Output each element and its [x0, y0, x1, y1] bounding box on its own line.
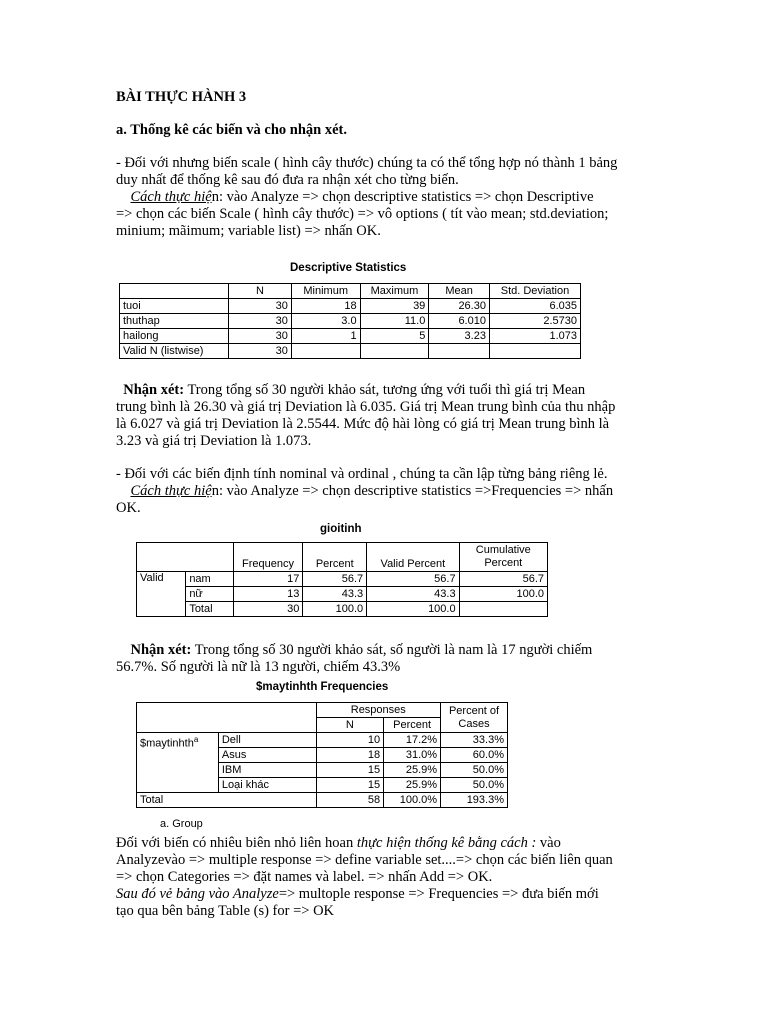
- table-header-row: [120, 284, 581, 299]
- group-label-sup: a: [193, 735, 199, 744]
- table-cell: 31.0%: [384, 748, 441, 763]
- row-label: Total: [137, 793, 317, 808]
- para2-line2: [116, 483, 613, 500]
- para1-line1: - Đối với nhưng biến scale ( hình cây thước) chúng ta có thể tổng hợp nó thành 1 bảng: [116, 155, 618, 171]
- table-cell: 26.30: [429, 299, 490, 314]
- maytinhth-frequencies-table: [136, 702, 508, 808]
- remark-label: Nhận xét:: [123, 382, 185, 398]
- table-cell: 30: [229, 344, 292, 359]
- header-cell: Valid Percent: [367, 543, 459, 572]
- remark-label: Nhận xét:: [130, 642, 192, 658]
- table-row: [137, 587, 548, 602]
- table-row: [120, 329, 581, 344]
- row-label: thuthap: [120, 314, 229, 329]
- para2-line1: - Đối với các biến định tính nominal và ordinal , chúng ta cần lập từng bảng riêng lẻ.: [116, 466, 608, 482]
- table-cell: 43.3: [367, 587, 459, 602]
- table-cell: [291, 344, 360, 359]
- table-row: [137, 733, 508, 748]
- para3-line4-a: Sau đó vẻ bảng vào Analyze: [116, 886, 279, 902]
- header-cell: Percent: [303, 543, 367, 572]
- table-row: [137, 602, 548, 617]
- table-cell: 3.23: [429, 329, 490, 344]
- table-cell: 30: [233, 602, 303, 617]
- table-header-row: [137, 703, 508, 718]
- table-cell: 100.0: [367, 602, 459, 617]
- howto-text: n: vào Analyze => chọn descriptive statistics =>Frequencies => nhấn: [211, 483, 614, 499]
- table-cell: 30: [229, 329, 292, 344]
- header-cell: Maximum: [360, 284, 429, 299]
- responses-header: Responses: [316, 703, 441, 718]
- para3-line2: Analyzevào => multiple response => define variable set....=> chọn các biến liên quan: [116, 852, 613, 868]
- para3-line4-b: => multople response => Frequencies => đưa biến mới: [278, 886, 599, 902]
- remark-text: Trong tổng số 30 người khảo sát, số người là nam là 17 người chiếm: [191, 642, 593, 658]
- row-label: IBM: [218, 763, 316, 778]
- group-label-text: $maytinhth: [140, 737, 194, 750]
- gioitinh-frequency-table: [136, 542, 548, 617]
- table-cell: 25.9%: [384, 778, 441, 793]
- para1-line2: duy nhất để thống kê sau đó đưa ra nhận xét cho từng biến.: [116, 172, 459, 188]
- table-cell: 30: [229, 299, 292, 314]
- table-cell: 3.0: [291, 314, 360, 329]
- descriptive-statistics-table: [119, 283, 581, 359]
- row-label: nữ: [186, 587, 233, 602]
- remark1-line1: [116, 382, 585, 399]
- table-row: [120, 299, 581, 314]
- table-cell: 56.7: [459, 572, 547, 587]
- table-cell: 56.7: [303, 572, 367, 587]
- header-cell: Mean: [429, 284, 490, 299]
- row-label: Dell: [218, 733, 316, 748]
- para3-line5: tạo qua bên bảng Table (s) for => OK: [116, 903, 335, 919]
- percent-of-cases-line1: Percent of: [448, 704, 500, 717]
- table-row: [137, 572, 548, 587]
- table-cell: 100.0: [303, 602, 367, 617]
- row-label: hailong: [120, 329, 229, 344]
- group-label: Valid: [137, 572, 186, 617]
- para1-line3: [116, 189, 594, 206]
- table-total-row: [137, 793, 508, 808]
- table-cell: [429, 344, 490, 359]
- table-row: [120, 314, 581, 329]
- table-cell: 30: [229, 314, 292, 329]
- table-cell: 39: [360, 299, 429, 314]
- table-cell: 2.5730: [489, 314, 580, 329]
- remark2-line2: 56.7%. Số người là nữ là 13 người, chiếm 43.3%: [116, 659, 401, 675]
- para3-line3: => chọn Categories => đặt names và label. => nhấn Add => OK.: [116, 869, 493, 885]
- remark1-line4: 3.23 và giá trị Deviation là 1.073.: [116, 433, 312, 449]
- header-cell-empty: [137, 703, 317, 733]
- remark1-line2: trung bình là 26.30 và giá trị Deviation là 6.035. Giá trị Mean trung bình của thu nhập: [116, 399, 616, 415]
- table-cell: [489, 344, 580, 359]
- table-cell: 6.035: [489, 299, 580, 314]
- cumulative-line2: Percent: [484, 557, 523, 569]
- table-cell: 1.073: [489, 329, 580, 344]
- table-cell: 25.9%: [384, 763, 441, 778]
- row-label: tuoi: [120, 299, 229, 314]
- table1-title: Descriptive Statistics: [290, 262, 407, 274]
- header-cell-cumulative: [459, 543, 547, 572]
- table-cell: 58: [316, 793, 384, 808]
- cumulative-line1: Cumulative: [475, 544, 531, 556]
- header-cell-empty: [120, 284, 229, 299]
- table-cell: 17.2%: [384, 733, 441, 748]
- table-cell: 100.0%: [384, 793, 441, 808]
- section-a-heading: a. Thống kê các biến và cho nhận xét.: [116, 122, 347, 138]
- table-cell: 5: [360, 329, 429, 344]
- table-header-row: [137, 543, 548, 572]
- table-cell: 18: [316, 748, 384, 763]
- table3-title: $maytinhth Frequencies: [256, 681, 389, 693]
- remark-text: Trong tổng số 30 người khảo sát, tương ứng với tuổi thì giá trị Mean: [184, 382, 586, 398]
- header-cell: N: [316, 718, 384, 733]
- document-heading: BÀI THỰC HÀNH 3: [116, 89, 247, 105]
- table-cell: 6.010: [429, 314, 490, 329]
- table-cell: 50.0%: [441, 763, 508, 778]
- group-label: [137, 733, 219, 793]
- para2-line3: OK.: [116, 500, 141, 516]
- row-label: Valid N (listwise): [120, 344, 229, 359]
- para3-line1-a: Đối với biến có nhiêu biên nhỏ liên hoan: [116, 835, 357, 851]
- header-cell: Std. Deviation: [489, 284, 580, 299]
- table-row: [120, 344, 581, 359]
- para3-line1-c: vào: [536, 835, 561, 851]
- table-cell: 11.0: [360, 314, 429, 329]
- row-label: Asus: [218, 748, 316, 763]
- para1-line4: => chọn các biến Scale ( hình cây thước) => vô options ( tít vào mean; std.deviation;: [116, 206, 609, 222]
- table3-footnote: a. Group: [160, 818, 203, 830]
- table-cell: 13: [233, 587, 303, 602]
- howto-label: Cách thực hiệ: [130, 483, 212, 499]
- remark1-line3: là 6.027 và giá trị Deviation là 2.5544. Mức độ hài lòng có giá trị Mean trung bình là: [116, 416, 610, 432]
- percent-of-cases-line2: Cases: [458, 717, 490, 730]
- table-cell: 60.0%: [441, 748, 508, 763]
- table-cell: 15: [316, 763, 384, 778]
- para1-line5: minium; mãimum; variable list) => nhấn OK.: [116, 223, 381, 239]
- para3-line1: [116, 835, 561, 852]
- header-cell: Minimum: [291, 284, 360, 299]
- percent-of-cases-header: [441, 703, 508, 733]
- table-cell: 56.7: [367, 572, 459, 587]
- table-cell: [360, 344, 429, 359]
- para3-line4: [116, 886, 599, 903]
- row-label: Loại khác: [218, 778, 316, 793]
- header-cell: Frequency: [233, 543, 303, 572]
- header-cell: N: [229, 284, 292, 299]
- table-cell: 10: [316, 733, 384, 748]
- howto-text: n: vào Analyze => chọn descriptive statistics => chọn Descriptive: [211, 189, 594, 205]
- table-cell: 15: [316, 778, 384, 793]
- table-cell: [459, 602, 547, 617]
- howto-label: Cách thực hiệ: [130, 189, 212, 205]
- remark2-line1: [116, 642, 592, 659]
- table-cell: 193.3%: [441, 793, 508, 808]
- table-cell: 50.0%: [441, 778, 508, 793]
- header-cell-empty: [137, 543, 186, 572]
- table-cell: 33.3%: [441, 733, 508, 748]
- table-cell: 1: [291, 329, 360, 344]
- table-cell: 18: [291, 299, 360, 314]
- row-label: nam: [186, 572, 233, 587]
- para3-line1-b: thực hiện thống kê bằng cách :: [356, 835, 537, 851]
- table-cell: 43.3: [303, 587, 367, 602]
- table-cell: 17: [233, 572, 303, 587]
- table-cell: 100.0: [459, 587, 547, 602]
- row-label: Total: [186, 602, 233, 617]
- header-cell: Percent: [384, 718, 441, 733]
- table2-title: gioitinh: [320, 523, 362, 535]
- header-cell-empty: [186, 543, 233, 572]
